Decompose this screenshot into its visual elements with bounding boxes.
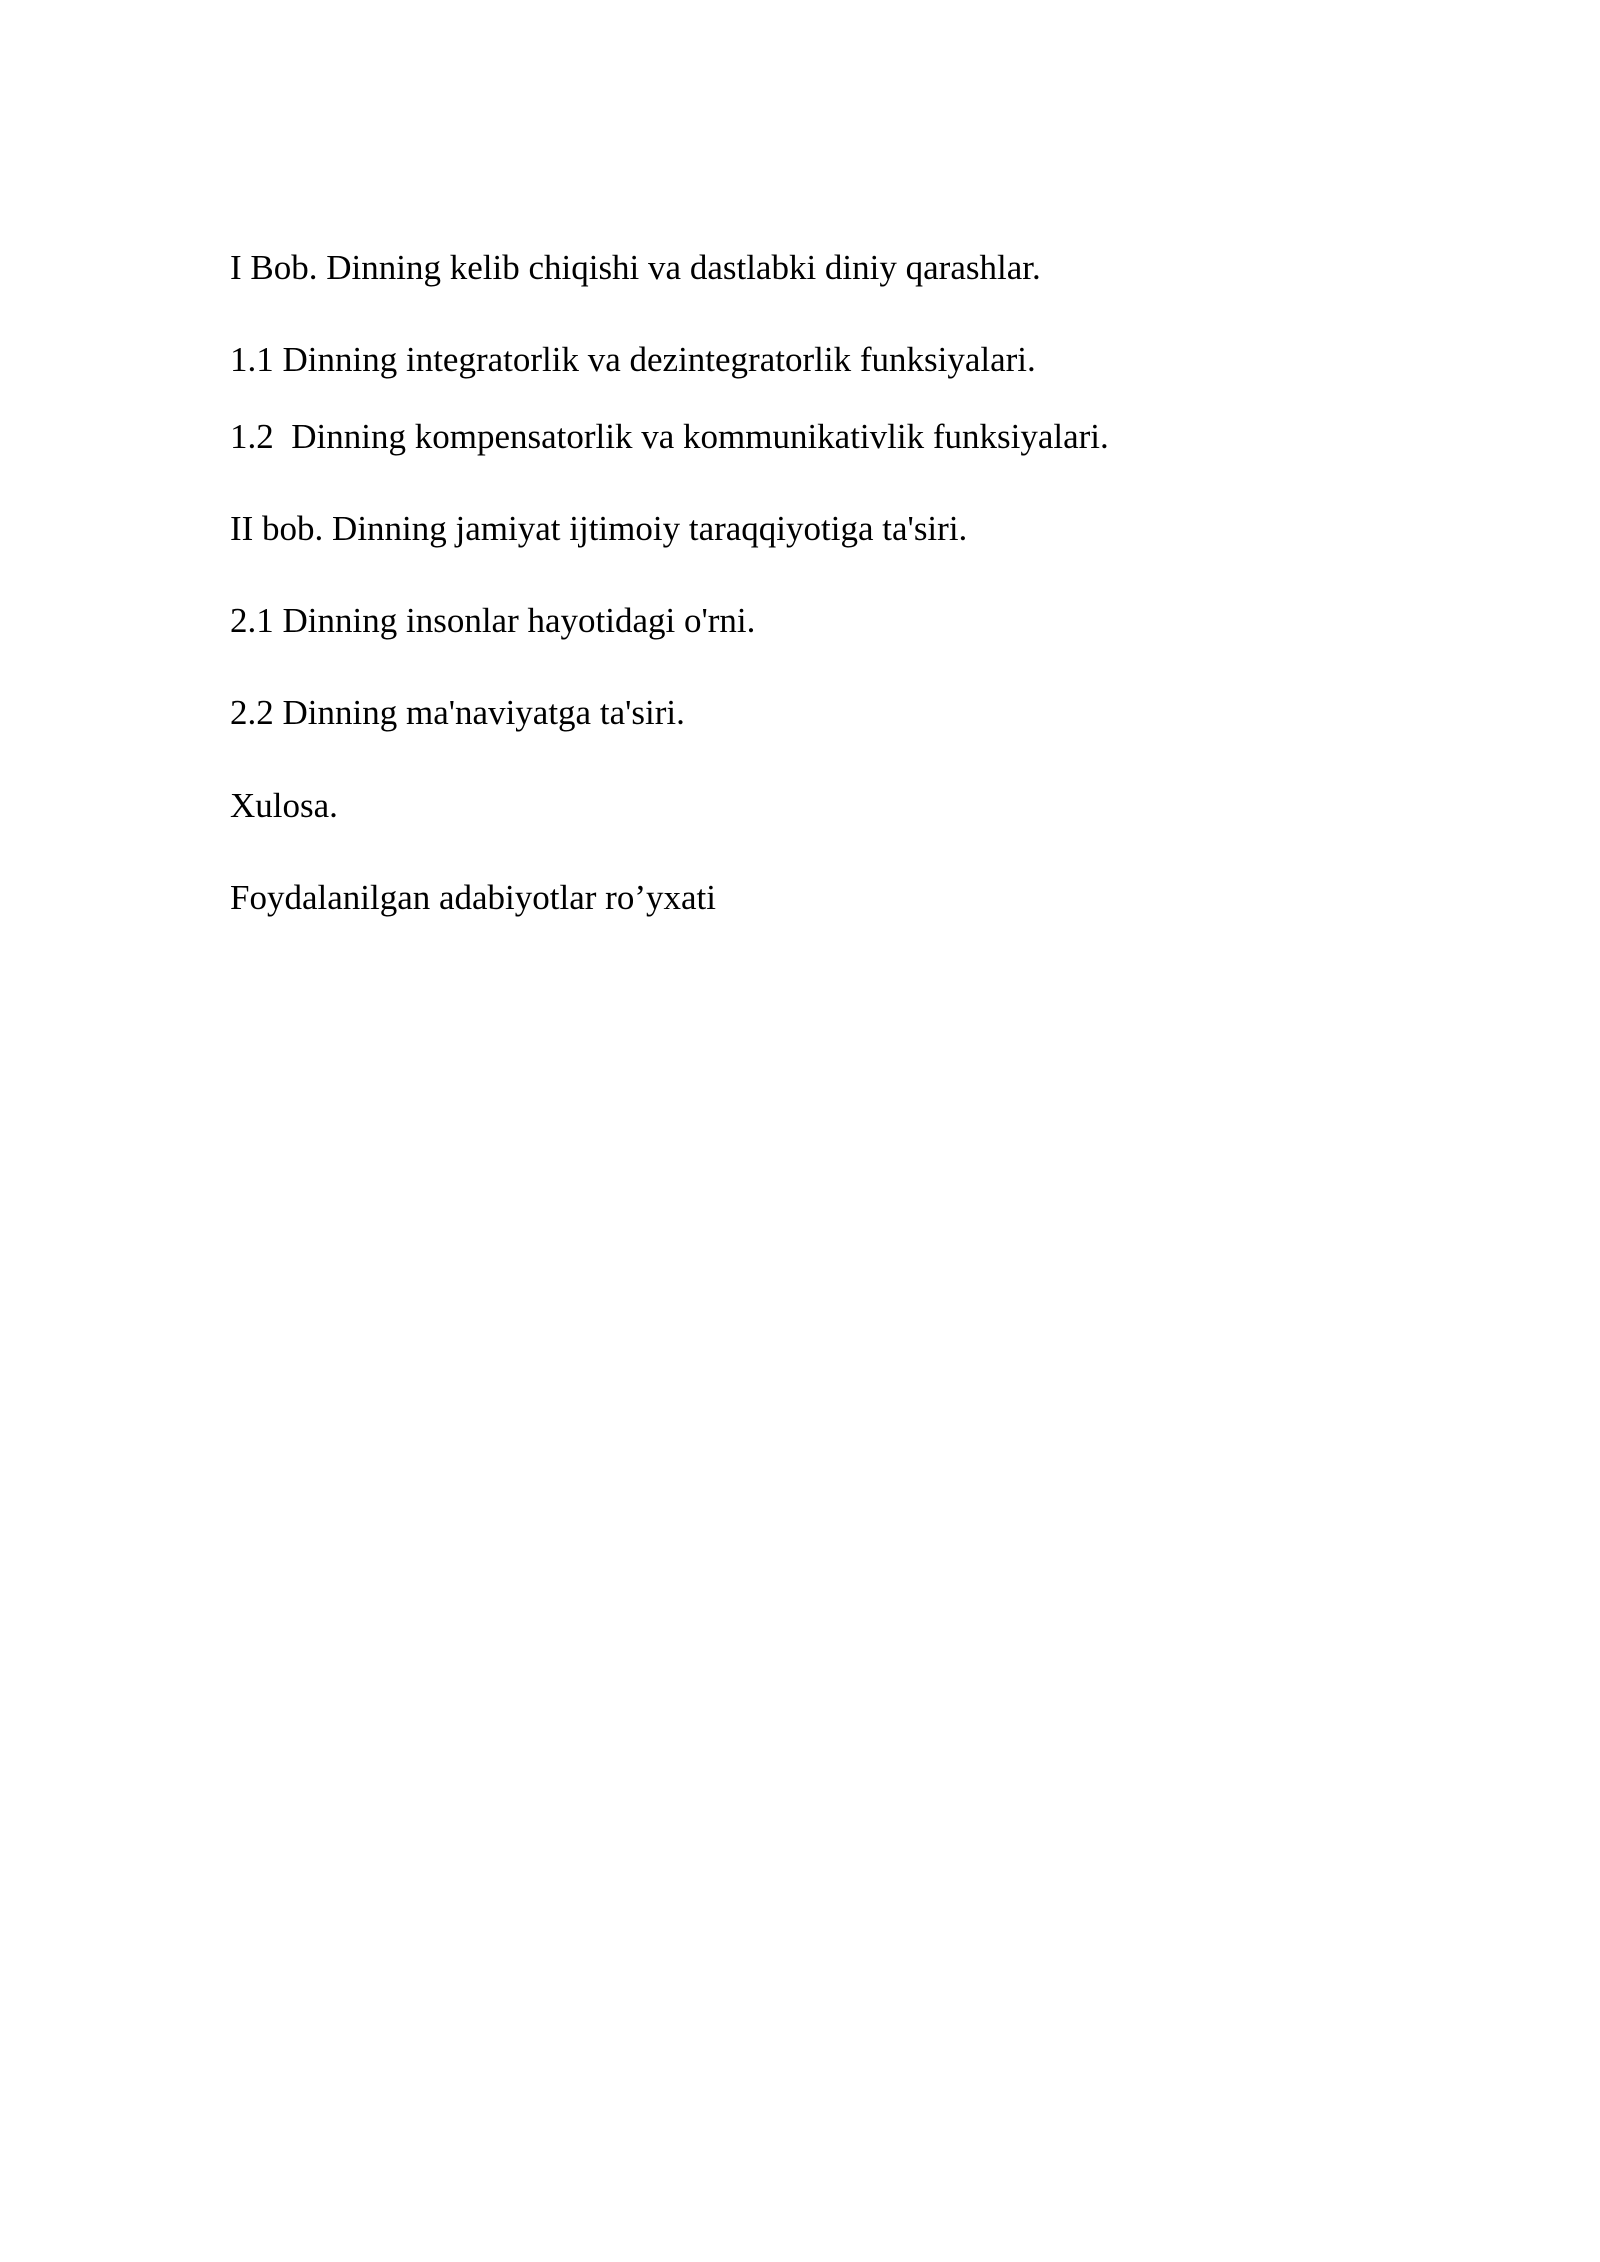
toc-conclusion: Xulosa. <box>230 786 338 825</box>
toc-references: Foydalanilgan adabiyotlar ro’yxati <box>230 878 716 917</box>
toc-section-2-2: 2.2 Dinning ma'naviyatga ta'siri. <box>230 693 685 732</box>
toc-chapter-1: I Bob. Dinning kelib chiqishi va dastlabki diniy qarashlar. <box>230 248 1041 287</box>
toc-section-2-1: 2.1 Dinning insonlar hayotidagi o'rni. <box>230 601 756 640</box>
toc-section-1-2: 1.2 Dinning kompensatorlik va kommunikativlik funksiyalari. <box>230 417 1109 456</box>
toc-chapter-2: II bob. Dinning jamiyat ijtimoiy taraqqiyotiga ta'siri. <box>230 509 968 548</box>
toc-section-1-1: 1.1 Dinning integratorlik va dezintegratorlik funksiyalari. <box>230 340 1036 379</box>
